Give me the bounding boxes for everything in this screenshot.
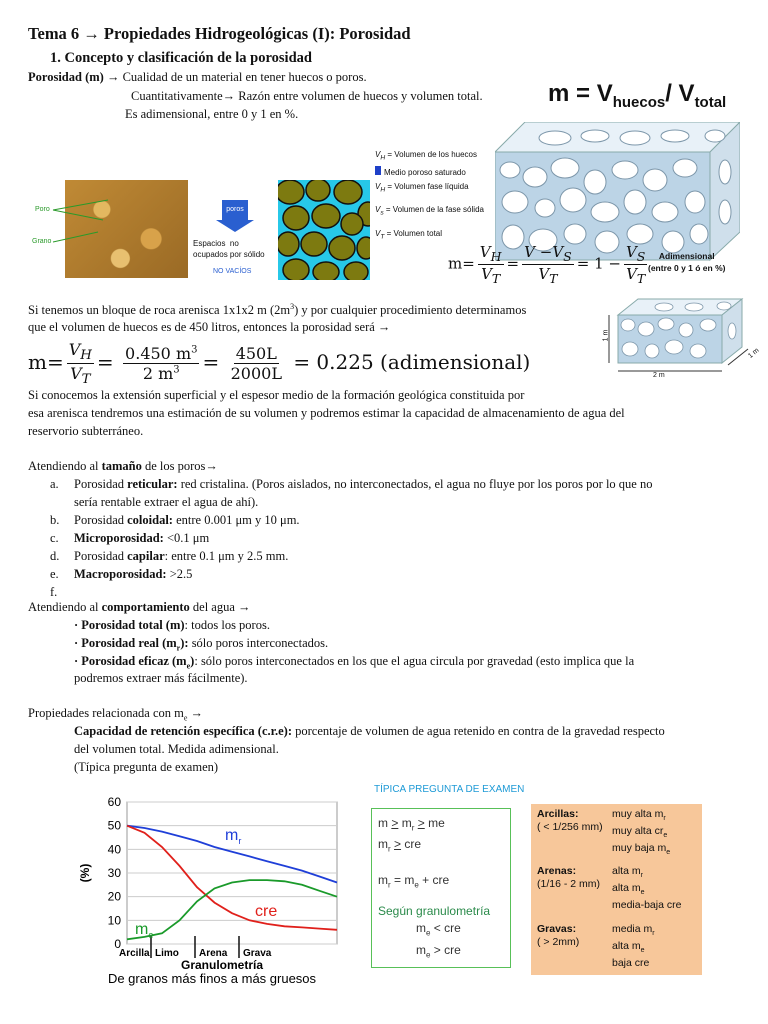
cre-definition: Capacidad de retención específica (c.r.e): porcentaje de volumen de agua retenido en contra de la gravedad respecto xyxy=(74,724,665,738)
photo-pointer-lines xyxy=(48,198,118,248)
dim-depth: 1 m xyxy=(747,347,761,360)
size-list-marker: e. xyxy=(50,567,59,581)
behaviour-intro: Atendiendo al comportamiento del agua → xyxy=(28,600,251,614)
x-category-label: Limo xyxy=(155,948,179,959)
y-tick-label: 60 xyxy=(107,795,121,809)
sandstone-block-illustration xyxy=(604,295,752,380)
series-label: $m_e$ xyxy=(135,921,154,940)
size-list-marker: d. xyxy=(50,549,60,563)
y-tick-label: 10 xyxy=(107,913,121,928)
series-label: $m_r$ xyxy=(225,827,242,846)
porous-block-illustration xyxy=(495,122,740,262)
y-tick-label: 50 xyxy=(107,818,121,833)
size-list-item: sería rentable extraer el agua de ahí). xyxy=(74,495,259,509)
espacios-label: Espacios no ocupados por sólido xyxy=(193,239,265,259)
page-title: Tema 6 → Propiedades Hidrogeológicas (I): Porosidad xyxy=(28,24,411,43)
adimensional-note: Adimensional (entre 0 y 1 ó en %) xyxy=(648,251,726,273)
size-list-marker: a. xyxy=(50,477,59,491)
related-intro: Propiedades relacionada con $m_e$ → xyxy=(28,706,204,723)
no-vacios-label: NO VACÍOS xyxy=(213,268,252,275)
granulometry-summary-box xyxy=(531,804,702,975)
grano-label: Grano xyxy=(32,238,52,245)
exam-note: (Típica pregunta de examen) xyxy=(74,760,219,774)
cre-definition-cont: del volumen total. Medida adimensional. xyxy=(74,742,279,756)
example-line-2: que el volumen de huecos es de 450 litros, entonces la porosidad será → xyxy=(28,320,391,334)
porosidad-eficaz-cont: podremos extraer más fácilmente). xyxy=(74,671,248,685)
worked-example-formula: m= $\frac{V_H}{V_T}$ = $\frac{0.450 m^3}{2 m^3}$ = $\frac{450L}{2000L}$ = 0.225 (adimensional) xyxy=(28,340,531,388)
para2-line-2: esa arenisca tendremos una estimación de su volumen y podremos estimar la capacidad de almacenamiento de agua del xyxy=(28,406,625,420)
y-tick-label: 40 xyxy=(107,842,121,857)
poro-label: Poro xyxy=(35,206,50,213)
porosidad-total: · Porosidad total (m): todos los poros. xyxy=(74,618,270,632)
granulometry-group: Arenas: (1/16 - 2 mm) alta $m_r$ alta $m_e$ media-baja cre xyxy=(537,865,682,912)
x-axis-subtitle: De granos más finos a más gruesos xyxy=(107,971,317,986)
porosity-equation: m= $\frac{V_H}{V_T}$ = $\frac{V -V_S}{V_T}$ = 1 − $\frac{V_S}{V_T}$ xyxy=(448,243,646,286)
size-list-item: Macroporosidad: >2.5 xyxy=(74,567,193,581)
exam-panel-title: TÍPICA PREGUNTA DE EXAMEN xyxy=(374,784,525,795)
para2-line-1: Si conocemos la extensión superficial y el espesor medio de la formación geológica constituida por xyxy=(28,388,525,402)
granulometry-group: Gravas: ( > 2mm) media $m_r$ alta $m_e$ baja cre xyxy=(537,922,655,969)
arrow-down-icon xyxy=(216,220,254,232)
definition-text: → Cualidad de un material en tener huecos o poros. xyxy=(103,70,367,84)
x-category-label: Grava xyxy=(243,948,272,959)
size-list-item: Microporosidad: <0.1 μm xyxy=(74,531,210,545)
exam-relations-box: $m > m_r$ > me $m_r$ > cre $m_r = m_e$ + cre Según granulometría $m_e$ < cre $m_e$ > cre xyxy=(371,808,511,968)
size-list-marker: c. xyxy=(50,531,59,545)
size-intro: Atendiendo al tamaño de los poros→ xyxy=(28,459,218,473)
big-porosity-formula: $m = V_{huecos}/$ $V_{total}$ xyxy=(548,80,727,111)
size-list-marker: f. xyxy=(50,585,58,599)
y-tick-label: 0 xyxy=(114,937,121,951)
y-tick-label: 20 xyxy=(107,889,121,904)
definition-line xyxy=(28,70,367,85)
porosidad-label: Porosidad (m) xyxy=(28,70,104,84)
porosidad-eficaz: · Porosidad eficaz $(m_e)$: sólo poros interconectados en los que el agua circula por gravedad (esto implica que la xyxy=(74,654,635,671)
adimensional-line: Es adimensional, entre 0 y 1 en %. xyxy=(125,107,299,121)
series-label: cre xyxy=(255,903,278,920)
granulometry-group: Arcillas: ( < 1/256 mm) muy alta $m_r$ muy alta $cr_e$ muy baja $m_e$ xyxy=(537,808,671,857)
dim-width: 2 m xyxy=(653,372,665,379)
para2-line-3: reservorio subterráneo. xyxy=(28,424,144,438)
x-axis-label: Granulometría xyxy=(180,958,264,972)
y-tick-label: 30 xyxy=(107,866,121,880)
y-axis-label: (%) xyxy=(78,863,92,883)
size-list-item: Porosidad reticular: red cristalina. (Poros aislados, no interconectados, el agua no fluye por los poros por lo que no xyxy=(74,477,653,491)
x-category-label: Arena xyxy=(199,948,228,959)
poros-arrow: poros xyxy=(222,200,248,220)
example-line-1: Si tenemos un bloque de roca arenisca 1x1x2 m $(2m^3)$ y por cualquier procedimiento determinamos xyxy=(28,302,527,318)
size-list-item: Porosidad coloidal: entre 0.001 μm y 10 μm. xyxy=(74,513,300,527)
porosity-granulometry-chart xyxy=(75,782,353,988)
dim-height: 1 m xyxy=(602,329,610,342)
volume-legend: $V_H$ = Volumen de los huecos Medio poroso saturado $V_H$ = Volumen fase líquida $V_s$ = Volumen de la fase sólida $V_T$ = Volumen total xyxy=(375,150,484,241)
x-category-label: Arcilla xyxy=(119,948,150,959)
size-list-marker: b. xyxy=(50,513,60,527)
section-heading: 1. Concepto y clasificación de la porosidad xyxy=(50,50,312,66)
quantitative-line: Cuantitativamente→ Razón entre volumen de huecos y volumen total. xyxy=(131,89,483,103)
size-list-item: Porosidad capilar: entre 0.1 μm y 2.5 mm. xyxy=(74,549,289,563)
porosidad-real: · Porosidad real $(m_r)$: sólo poros interconectados. xyxy=(74,636,329,653)
grain-schematic xyxy=(278,180,370,280)
